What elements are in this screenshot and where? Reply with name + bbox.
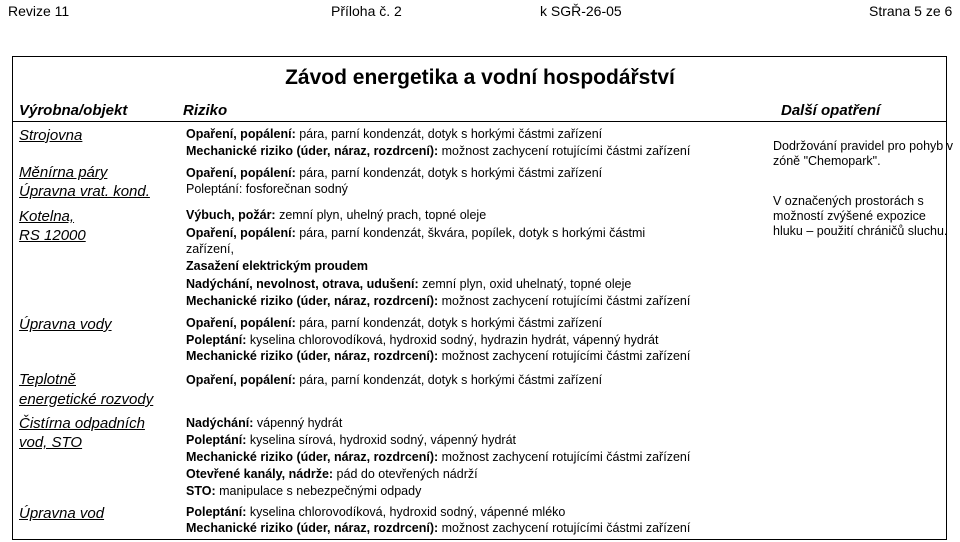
risk-line: Zasažení elektrickým proudem bbox=[186, 259, 369, 273]
document-title: Závod energetika a vodní hospodářství bbox=[285, 66, 675, 89]
risk-line: Mechanické riziko (úder, náraz, rozdrcení): možnost zachycení rotujícími částmi zařízení bbox=[186, 450, 691, 464]
risk-line: Poleptání: kyselina chlorovodíková, hydroxid sodný, vápenné mléko bbox=[186, 505, 566, 519]
page-number: Strana 5 ze 6 bbox=[869, 3, 953, 19]
risk-line: Nadýchání, nevolnost, otrava, udušení: zemní plyn, oxid uhelnatý, topné oleje bbox=[186, 277, 632, 291]
column-header-risk: Riziko bbox=[183, 102, 228, 119]
object-rs-12000: RS 12000 bbox=[19, 227, 86, 244]
risk-line: Mechanické riziko (úder, náraz, rozdrcení): možnost zachycení rotujícími částmi zařízení bbox=[186, 349, 691, 363]
object-menirna-pary: Měnírna páry bbox=[19, 164, 108, 181]
risk-line: Mechanické riziko (úder, náraz, rozdrcení): možnost zachycení rotujícími částmi zařízení bbox=[186, 144, 691, 158]
risk-line: Opaření, popálení: pára, parní kondenzát, dotyk s horkými částmi zařízení bbox=[186, 373, 603, 387]
risk-line: Poleptání: kyselina chlorovodíková, hydroxid sodný, hydrazin hydrát, vápenný hydrát bbox=[186, 333, 659, 347]
object-upravna-vod: Úpravna vod bbox=[19, 505, 105, 522]
risk-line: Mechanické riziko (úder, náraz, rozdrcení): možnost zachycení rotujícími částmi zařízení bbox=[186, 294, 691, 308]
revision-label: Revize 11 bbox=[8, 3, 70, 19]
object-energeticke-rozvody: energetické rozvody bbox=[19, 391, 154, 408]
attachment-label: Příloha č. 2 bbox=[331, 3, 402, 19]
reference-label: k SGŘ-26-05 bbox=[540, 3, 622, 19]
object-vod-sto: vod, STO bbox=[19, 434, 83, 451]
measure-chemopark: Dodržování pravidel pro pohyb v zóně "Chemopark". bbox=[773, 139, 953, 168]
column-header-measures: Další opatření bbox=[781, 102, 881, 119]
object-kotelna: Kotelna, bbox=[19, 208, 75, 225]
risk-line: Nadýchání: vápenný hydrát bbox=[186, 416, 343, 430]
risk-line: Opaření, popálení: pára, parní kondenzát, dotyk s horkými částmi zařízení bbox=[186, 316, 603, 330]
object-teplotne: Teplotně bbox=[19, 371, 76, 388]
risk-line: STO: manipulace s nebezpečnými odpady bbox=[186, 484, 422, 498]
risk-line: Poleptání: kyselina sírová, hydroxid sodný, vápenný hydrát bbox=[186, 433, 517, 447]
object-strojovna: Strojovna bbox=[19, 127, 83, 144]
risk-line: Mechanické riziko (úder, náraz, rozdrcení): možnost zachycení rotujícími částmi zařízení bbox=[186, 521, 691, 535]
risk-line: Otevřené kanály, nádrže: pád do otevřených nádrží bbox=[186, 467, 478, 481]
risk-line: Opaření, popálení: pára, parní kondenzát, dotyk s horkými částmi zařízení bbox=[186, 166, 603, 180]
risk-line: Opaření, popálení: pára, parní kondenzát, dotyk s horkými částmi zařízení bbox=[186, 127, 603, 141]
object-upravna-vody: Úpravna vody bbox=[19, 316, 112, 333]
object-cistirna-odpadnich: Čistírna odpadních bbox=[19, 415, 145, 432]
risk-line: Poleptání: fosforečnan sodný bbox=[186, 182, 348, 196]
risk-line: zařízení, bbox=[186, 242, 234, 256]
risk-line: Opaření, popálení: pára, parní kondenzát, škvára, popílek, dotyk s horkými částmi bbox=[186, 226, 646, 240]
measure-noise: V označených prostorách s možností zvýšené expozice hluku – použití chráničů sluchu. bbox=[773, 194, 948, 238]
column-header-object: Výrobna/objekt bbox=[19, 102, 128, 119]
object-upravna-vrat-kond: Úpravna vrat. kond. bbox=[19, 183, 150, 200]
risk-line: Výbuch, požár: zemní plyn, uhelný prach, topné oleje bbox=[186, 208, 487, 222]
header-divider bbox=[12, 121, 947, 122]
